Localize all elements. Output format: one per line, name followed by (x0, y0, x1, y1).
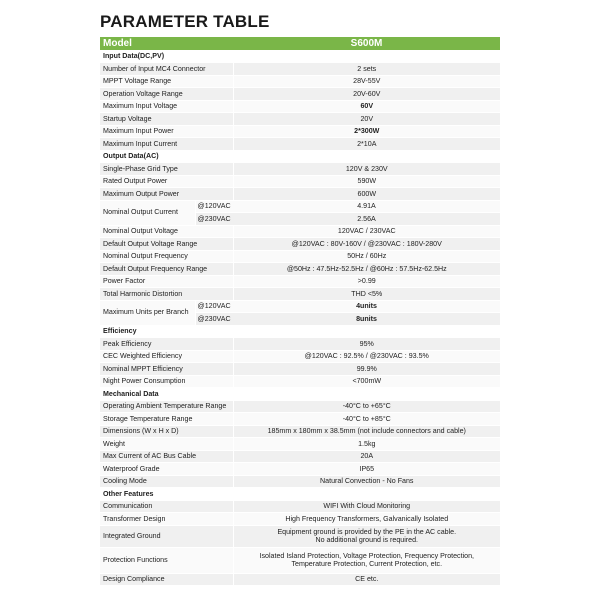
section-heading: Output Data(AC) (100, 150, 500, 163)
parameter-value: <700mW (233, 375, 500, 388)
parameter-name: Waterproof Grade (100, 463, 233, 476)
parameter-name: Max Current of AC Bus Cable (100, 450, 233, 463)
table-row (100, 113, 500, 126)
page-title: PARAMETER TABLE (100, 12, 270, 31)
parameter-name: Cooling Mode (100, 475, 233, 488)
parameter-value: WIFI With Cloud Monitoring (233, 500, 500, 513)
table-row (100, 363, 500, 376)
header-model-label: Model (100, 37, 233, 50)
table-row (100, 438, 500, 451)
parameter-name: Number of Input MC4 Connector (100, 63, 233, 76)
parameter-value: Natural Convection - No Fans (233, 475, 500, 488)
table-row (100, 500, 500, 513)
parameter-name: Operating Ambient Temperature Range (100, 400, 233, 413)
parameter-value: 4units (233, 300, 500, 313)
section-heading: Other Features (100, 488, 500, 501)
parameter-value: 2*10A (233, 138, 500, 151)
parameter-name: Design Compliance (100, 573, 233, 586)
parameter-name: Default Output Frequency Range (100, 263, 233, 276)
parameter-value: 590W (233, 175, 500, 188)
table-row (100, 275, 500, 288)
parameter-value: @50Hz : 47.5Hz-52.5Hz / @60Hz : 57.5Hz-62.5Hz (233, 263, 500, 276)
table-row (100, 125, 500, 138)
parameter-name: Nominal Output Frequency (100, 250, 233, 263)
table-row (100, 547, 500, 573)
parameter-value: -40°C to +85°C (233, 413, 500, 426)
table-row (100, 513, 500, 526)
table-row (100, 225, 500, 238)
parameter-value: THD <5% (233, 288, 500, 301)
parameter-name: Total Harmonic Distortion (100, 288, 233, 301)
section-heading: Input Data(DC,PV) (100, 50, 500, 63)
parameter-value: High Frequency Transformers, Galvanically Isolated (233, 513, 500, 526)
parameter-value: 99.9% (233, 363, 500, 376)
parameter-name: Storage Temperature Range (100, 413, 233, 426)
parameter-value: 185mm x 180mm x 38.5mm (not include connectors and cable) (233, 425, 500, 438)
parameter-name: Protection Functions (100, 547, 233, 573)
table-row (100, 238, 500, 251)
table-row (100, 463, 500, 476)
table-row (100, 400, 500, 413)
parameter-name: Single-Phase Grid Type (100, 163, 233, 176)
parameter-value: 2*300W (233, 125, 500, 138)
table-row (100, 338, 500, 351)
table-row (100, 525, 500, 547)
parameter-value: 20A (233, 450, 500, 463)
parameter-value: 95% (233, 338, 500, 351)
table-row (100, 263, 500, 276)
parameter-value: 8units (233, 313, 500, 326)
table-row (100, 175, 500, 188)
section-heading-row (100, 388, 500, 401)
parameter-value: -40°C to +65°C (233, 400, 500, 413)
table-row (100, 63, 500, 76)
table-row (100, 75, 500, 88)
table-row (100, 375, 500, 388)
section-heading-row (100, 325, 500, 338)
parameter-value: @120VAC : 80V-160V / @230VAC : 180V-280V (233, 238, 500, 251)
table-row (100, 288, 500, 301)
parameter-condition: @120VAC (195, 300, 233, 313)
parameter-condition: @120VAC (195, 200, 233, 213)
parameter-value: @120VAC : 92.5% / @230VAC : 93.5% (233, 350, 500, 363)
parameter-value: 28V-55V (233, 75, 500, 88)
parameter-value: 600W (233, 188, 500, 201)
parameter-value: IP65 (233, 463, 500, 476)
parameter-name: Rated Output Power (100, 175, 233, 188)
parameter-name: Default Output Voltage Range (100, 238, 233, 251)
parameter-condition: @230VAC (195, 313, 233, 326)
parameter-name: Transformer Design (100, 513, 233, 526)
parameter-name: Communication (100, 500, 233, 513)
table-row (100, 350, 500, 363)
table-row (100, 300, 500, 313)
table-row (100, 413, 500, 426)
parameter-value: 20V-60V (233, 88, 500, 101)
parameter-name: Night Power Consumption (100, 375, 233, 388)
parameter-name: Operation Voltage Range (100, 88, 233, 101)
section-heading-row (100, 150, 500, 163)
table-row (100, 475, 500, 488)
table-row (100, 573, 500, 586)
parameter-name: MPPT Voltage Range (100, 75, 233, 88)
table-row (100, 100, 500, 113)
table-row (100, 450, 500, 463)
parameter-name: Maximum Input Voltage (100, 100, 233, 113)
section-heading: Mechanical Data (100, 388, 500, 401)
parameter-value: 4.91A (233, 200, 500, 213)
parameter-name: Weight (100, 438, 233, 451)
header-model-value: S600M (233, 37, 500, 50)
parameter-name: CEC Weighted Efficiency (100, 350, 233, 363)
parameter-name: Power Factor (100, 275, 233, 288)
table-row (100, 425, 500, 438)
parameter-value: Isolated Island Protection, Voltage Protection, Frequency Protection, Temperature Protection, Current Protection, etc. (233, 547, 500, 573)
parameter-name: Maximum Output Power (100, 188, 233, 201)
parameter-table-body (100, 37, 500, 586)
parameter-value: 120VAC / 230VAC (233, 225, 500, 238)
parameter-value: 60V (233, 100, 500, 113)
parameter-value: 2.56A (233, 213, 500, 226)
section-heading-row (100, 488, 500, 501)
parameter-name: Dimensions (W x H x D) (100, 425, 233, 438)
table-row (100, 138, 500, 151)
table-row (100, 200, 500, 213)
parameter-table (100, 37, 500, 586)
parameter-value: 2 sets (233, 63, 500, 76)
parameter-value: Equipment ground is provided by the PE in the AC cable. No additional ground is required. (233, 525, 500, 547)
parameter-name: Maximum Units per Branch (100, 300, 195, 325)
parameter-name: Nominal MPPT Efficiency (100, 363, 233, 376)
table-row (100, 250, 500, 263)
table-row (100, 88, 500, 101)
parameter-value: 50Hz / 60Hz (233, 250, 500, 263)
parameter-name: Integrated Ground (100, 525, 233, 547)
parameter-name: Startup Voltage (100, 113, 233, 126)
parameter-name: Maximum Input Current (100, 138, 233, 151)
table-row (100, 188, 500, 201)
parameter-name: Nominal Output Voltage (100, 225, 233, 238)
section-heading-row (100, 50, 500, 63)
parameter-name: Maximum Input Power (100, 125, 233, 138)
section-heading: Efficiency (100, 325, 500, 338)
parameter-value: 1.5kg (233, 438, 500, 451)
parameter-value: 120V & 230V (233, 163, 500, 176)
parameter-value: CE etc. (233, 573, 500, 586)
parameter-value: >0.99 (233, 275, 500, 288)
parameter-value: 20V (233, 113, 500, 126)
parameter-name: Nominal Output Current (100, 200, 195, 225)
table-header-row (100, 37, 500, 50)
parameter-name: Peak Efficiency (100, 338, 233, 351)
table-row (100, 163, 500, 176)
parameter-condition: @230VAC (195, 213, 233, 226)
